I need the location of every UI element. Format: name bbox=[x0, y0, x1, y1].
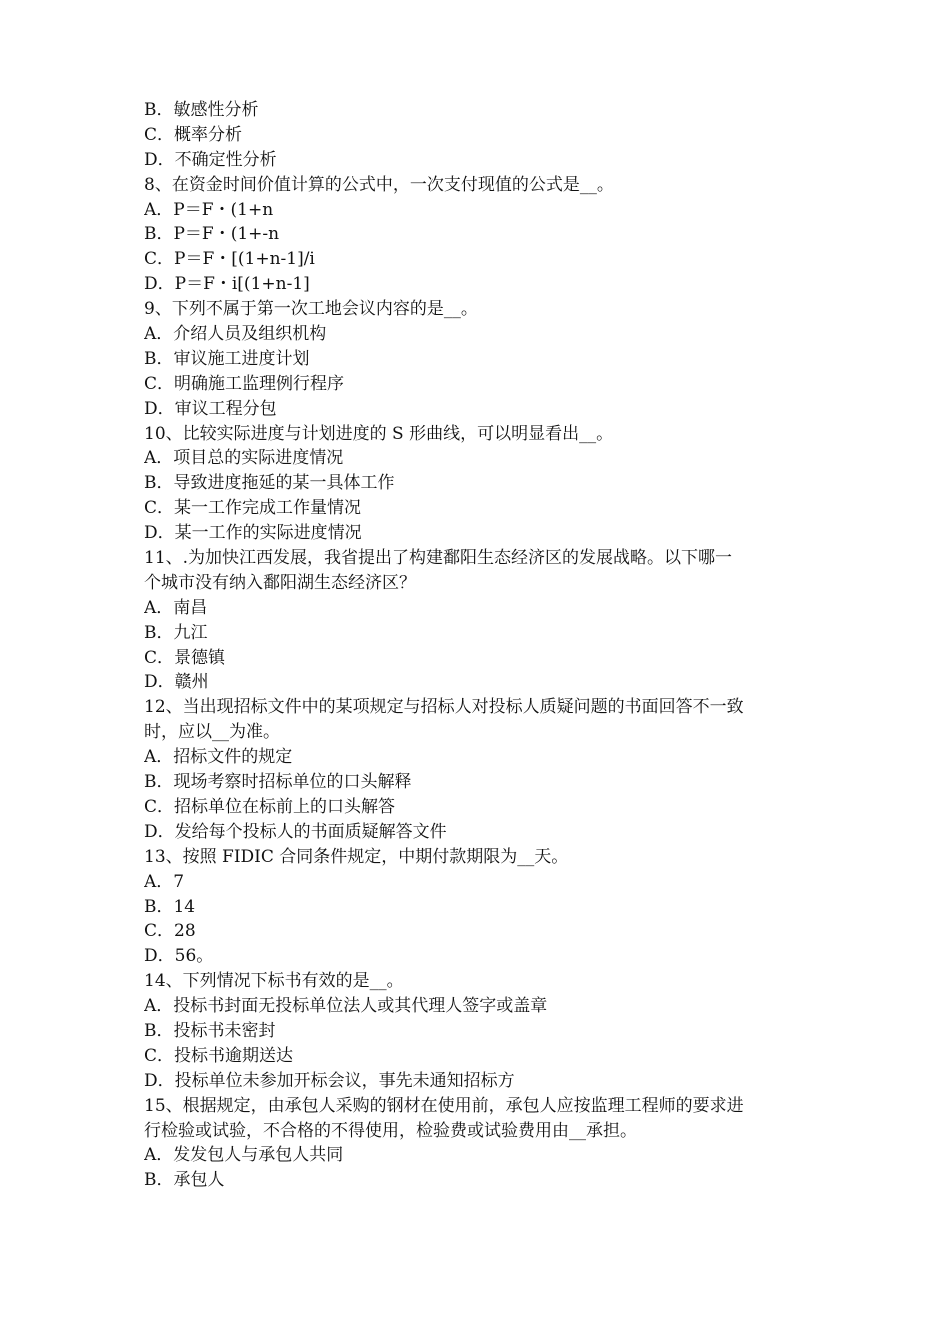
option-line: A．项目总的实际进度情况 bbox=[144, 448, 344, 469]
question-line: 13、按照 FIDIC 合同条件规定，中期付款期限为__天。 bbox=[144, 846, 569, 867]
question-line: 15、根据规定，由承包人采购的钢材在使用前，承包人应按监理工程师的要求进 bbox=[144, 1095, 744, 1116]
option-line: D．投标单位未参加开标会议，事先未通知招标方 bbox=[144, 1070, 515, 1091]
option-line: A．招标文件的规定 bbox=[144, 747, 293, 768]
option-line: A．7 bbox=[144, 871, 185, 892]
document-body bbox=[144, 98, 814, 1193]
option-line: B．投标书未密封 bbox=[144, 1020, 276, 1041]
question-line: 11、.为加快江西发展，我省提出了构建鄱阳生态经济区的发展战略。以下哪一 bbox=[144, 548, 733, 569]
question-line: 9、下列不属于第一次工地会议内容的是__。 bbox=[144, 299, 478, 320]
option-line: C．28 bbox=[144, 921, 196, 942]
option-line: D．某一工作的实际进度情况 bbox=[144, 523, 362, 544]
option-line: C．招标单位在标前上的口头解答 bbox=[144, 796, 396, 817]
question-line: 时，应以__为准。 bbox=[144, 722, 280, 743]
option-line: A．投标书封面无投标单位法人或其代理人签字或盖章 bbox=[144, 996, 548, 1017]
option-line: B．审议施工进度计划 bbox=[144, 348, 310, 369]
option-line: B．承包人 bbox=[144, 1170, 225, 1191]
option-line: C．P＝F・[(1+n-1]/i bbox=[144, 249, 315, 270]
option-line: B．导致进度拖延的某一具体工作 bbox=[144, 473, 395, 494]
option-line: D．发给每个投标人的书面质疑解答文件 bbox=[144, 821, 447, 842]
question-line: 8、在资金时间价值计算的公式中，一次支付现值的公式是__。 bbox=[144, 174, 614, 195]
option-line: C．概率分析 bbox=[144, 124, 243, 145]
option-line: B．14 bbox=[144, 896, 196, 917]
option-line: A．介绍人员及组织机构 bbox=[144, 324, 327, 345]
option-line: D．不确定性分析 bbox=[144, 149, 277, 170]
option-line: C．投标书逾期送达 bbox=[144, 1045, 294, 1066]
option-line: C．明确施工监理例行程序 bbox=[144, 373, 345, 394]
option-line: B．九江 bbox=[144, 622, 208, 643]
question-line: 14、下列情况下标书有效的是__。 bbox=[144, 971, 404, 992]
option-line: A．发发包人与承包人共同 bbox=[144, 1145, 344, 1166]
option-line: B．现场考察时招标单位的口头解释 bbox=[144, 772, 412, 793]
question-line: 12、当出现招标文件中的某项规定与招标人对投标人质疑问题的书面回答不一致 bbox=[144, 697, 744, 718]
option-line: D．赣州 bbox=[144, 672, 209, 693]
option-line: D．P＝F・i[(1+n-1] bbox=[144, 274, 310, 295]
question-line: 行检验或试验，不合格的不得使用，检验费或试验费用由__承担。 bbox=[144, 1120, 637, 1141]
option-line: D．审议工程分包 bbox=[144, 398, 277, 419]
question-line: 10、比较实际进度与计划进度的 S 形曲线，可以明显看出__。 bbox=[144, 423, 614, 444]
option-line: A．P＝F・(1+n bbox=[144, 199, 274, 220]
option-line: A．南昌 bbox=[144, 597, 208, 618]
option-line: D．56。 bbox=[144, 946, 214, 967]
option-line: B．P＝F・(1+-n bbox=[144, 224, 280, 245]
option-line: C．某一工作完成工作量情况 bbox=[144, 498, 362, 519]
option-line: C．景德镇 bbox=[144, 647, 226, 668]
option-line: B．敏感性分析 bbox=[144, 100, 259, 120]
question-line: 个城市没有纳入鄱阳湖生态经济区？ bbox=[144, 572, 416, 593]
